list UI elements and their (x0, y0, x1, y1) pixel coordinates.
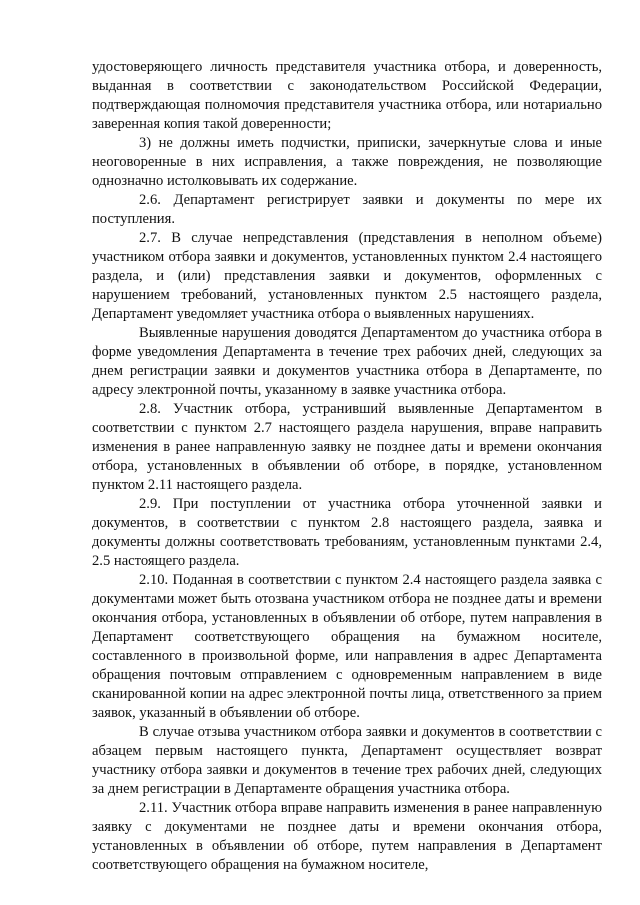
paragraph-item-3: 3) не должны иметь подчистки, приписки, зачеркнутые слова и иные неоговоренные в них исправления, а также повреждения, не позволяющие однозначно истолковывать их содержание. (92, 135, 602, 189)
paragraph-clause-2-9: 2.9. При поступлении от участника отбора уточненной заявки и документов, в соответствии с пунктом 2.8 настоящего раздела, заявка и документы должны соответствовать требованиям, установленным пунктами 2.4, 2.5 настоящего раздела. (92, 496, 602, 569)
paragraph-clause-2-6: 2.6. Департамент регистрирует заявки и документы по мере их поступления. (92, 192, 602, 227)
paragraph-clause-2-8: 2.8. Участник отбора, устранивший выявленные Департаментом в соответствии с пунктом 2.7 настоящего раздела нарушения, вправе направить изменения в ранее направленную заявку не позднее даты и времени окончания отбора, установленных в объявлении об отборе, в порядке, установленном пунктом 2.11 настоящего раздела. (92, 401, 602, 493)
paragraph-clause-2-7-violations: Выявленные нарушения доводятся Департаментом до участника отбора в форме уведомления Департамента в течение трех рабочих дней, следующих за днем регистрации заявки и документов участника отбора в Департаменте, по адресу электронной почты, указанному в заявке участника отбора. (92, 325, 602, 398)
paragraph-continuation: удостоверяющего личность представителя участника отбора, и доверенность, выданная в соответствии с законодательством Российской Федерации, подтверждающая полномочия представителя участника отбора, или нотариально заверенная копия такой доверенности; (92, 59, 602, 132)
document-page (92, 58, 602, 875)
paragraph-clause-2-11: 2.11. Участник отбора вправе направить изменения в ранее направленную заявку с документами не позднее даты и времени окончания отбора, установленных в объявлении об отборе, путем направления в Департамент соответствующего обращения на бумажном носителе, (92, 800, 602, 873)
paragraph-clause-2-10-withdrawal: В случае отзыва участником отбора заявки и документов в соответствии с абзацем первым настоящего пункта, Департамент осуществляет возврат участнику отбора заявки и документов в течение трех рабочих дней, следующих за днем регистрации в Департаменте обращения участника отбора. (92, 724, 602, 797)
paragraph-clause-2-10: 2.10. Поданная в соответствии с пунктом 2.4 настоящего раздела заявка с документами может быть отозвана участником отбора не позднее даты и времени окончания отбора, установленных в объявлении об отборе, путем направления в Департамент соответствующего обращения на бумажном носителе, составленного в произвольной форме, или направления в адрес Департамента обращения почтовым отправлением с одновременным направлением в виде сканированной копии на адрес электронной почты лица, ответственного за прием заявок, указанный в объявлении об отборе. (92, 572, 602, 721)
paragraph-clause-2-7: 2.7. В случае непредставления (представления в неполном объеме) участником отбора заявки и документов, установленных пунктом 2.4 настоящего раздела, и (или) представления заявки и документов, оформленных с нарушением требований, установленных пунктом 2.5 настоящего раздела, Департамент уведомляет участника отбора о выявленных нарушениях. (92, 230, 602, 322)
